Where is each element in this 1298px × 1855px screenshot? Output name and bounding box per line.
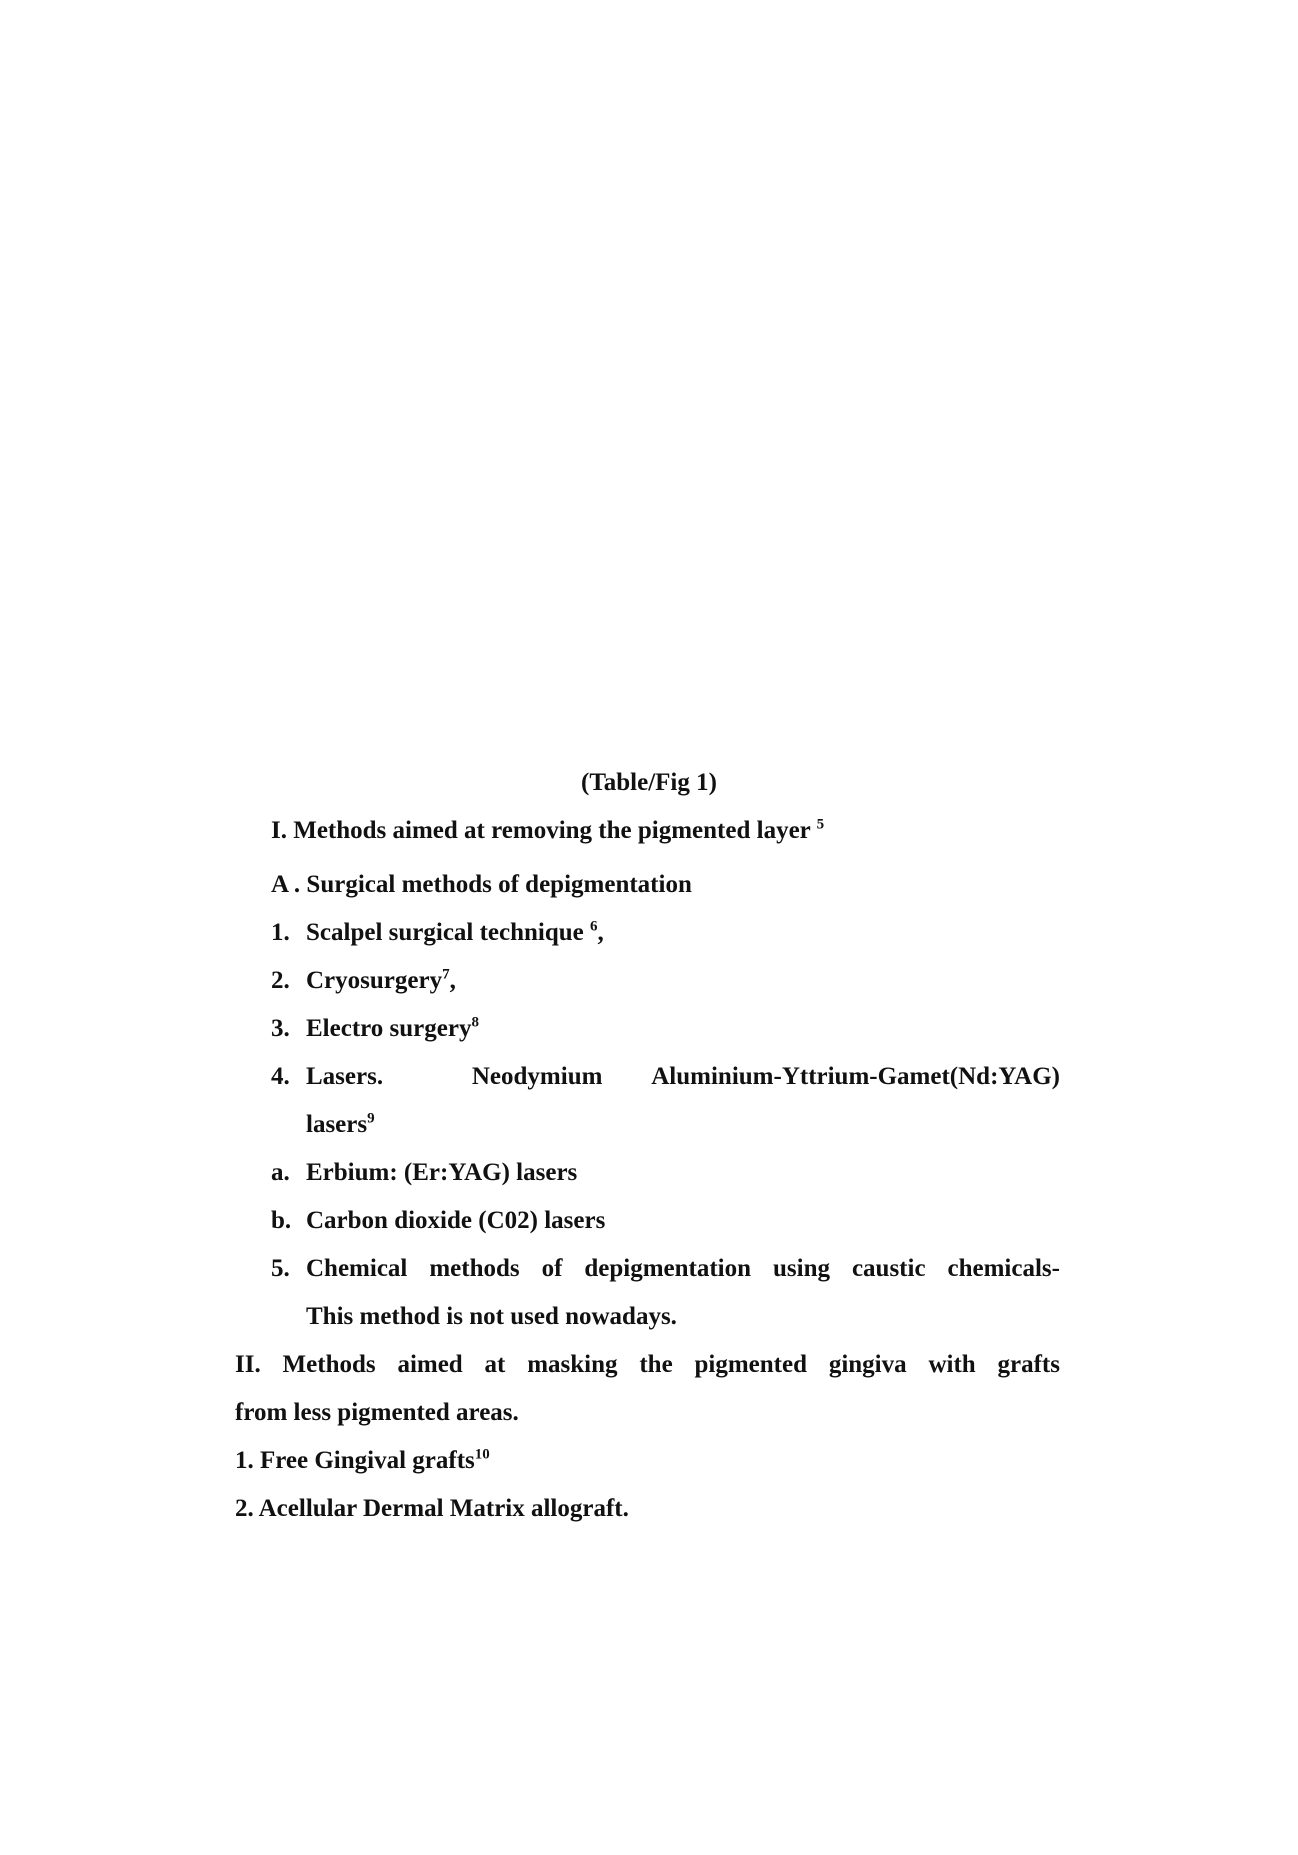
list-item-label: Electro surgery [306, 1015, 472, 1042]
word: masking [527, 1351, 618, 1378]
list-item-number: b. [271, 1207, 292, 1234]
lasers-continuation [306, 1107, 375, 1143]
list-item-number: 1. [271, 919, 290, 946]
word: Lasers. [306, 1063, 384, 1090]
section-1-title: I. Methods aimed at removing the pigmented layer [271, 817, 811, 844]
list-item [235, 1491, 629, 1527]
list-item-text [306, 963, 456, 999]
list-item-number: a. [271, 1159, 290, 1186]
word: methods [429, 1255, 520, 1282]
lasers-line [306, 1059, 1060, 1095]
section-2-line [235, 1347, 1060, 1383]
word: pigmented [694, 1351, 807, 1378]
word: of [541, 1255, 563, 1282]
chemical-line [306, 1251, 1060, 1287]
table-caption: (Table/Fig 1) [581, 769, 717, 796]
list-item-ref: 10 [474, 1446, 490, 1463]
word: gingiva [828, 1351, 907, 1378]
list-item-text [306, 915, 604, 951]
section-1-ref: 5 [816, 816, 825, 833]
word: Aluminium-Yttrium-Gamet(Nd:YAG) [651, 1063, 1060, 1090]
word: chemicals- [947, 1255, 1060, 1282]
list-item-label: lasers [306, 1111, 368, 1138]
list-item-number: 4. [271, 1063, 290, 1090]
list-item-ref: 7 [442, 966, 450, 983]
list-item-text: Carbon dioxide (C02) lasers [306, 1207, 606, 1234]
list-item-ref: 9 [367, 1110, 375, 1127]
list-item-label: 1. Free Gingival grafts [235, 1447, 475, 1474]
chemical-continuation: This method is not used nowadays. [306, 1303, 677, 1330]
list-item-number: 3. [271, 1015, 290, 1042]
list-item-tail: , [449, 967, 456, 994]
list-item-tail: , [597, 919, 604, 946]
list-item-ref: 6 [590, 918, 598, 935]
section-1-heading [271, 813, 824, 849]
section-2-continuation: from less pigmented areas. [235, 1399, 519, 1426]
list-item-ref: 8 [471, 1014, 479, 1031]
word: depigmentation [584, 1255, 752, 1282]
list-item-label: 2. Acellular Dermal Matrix allograft. [235, 1495, 629, 1522]
list-item-text [306, 1011, 479, 1047]
word: II. [235, 1351, 261, 1378]
word: using [773, 1255, 830, 1282]
list-item-label: Cryosurgery [306, 967, 443, 994]
word: Chemical [306, 1255, 408, 1282]
list-item-label: Scalpel surgical technique [306, 919, 584, 946]
word: Methods [282, 1351, 376, 1378]
word: caustic [851, 1255, 926, 1282]
word: the [639, 1351, 673, 1378]
word: grafts [997, 1351, 1060, 1378]
subsection-a-heading: A . Surgical methods of depigmentation [271, 871, 692, 898]
word: aimed [397, 1351, 463, 1378]
list-item [235, 1443, 490, 1479]
list-item-text: Erbium: (Er:YAG) lasers [306, 1159, 578, 1186]
list-item-number: 2. [271, 967, 290, 994]
word: with [928, 1351, 976, 1378]
word: at [484, 1351, 506, 1378]
list-item-number: 5. [271, 1255, 290, 1282]
word: Neodymium [471, 1063, 603, 1090]
